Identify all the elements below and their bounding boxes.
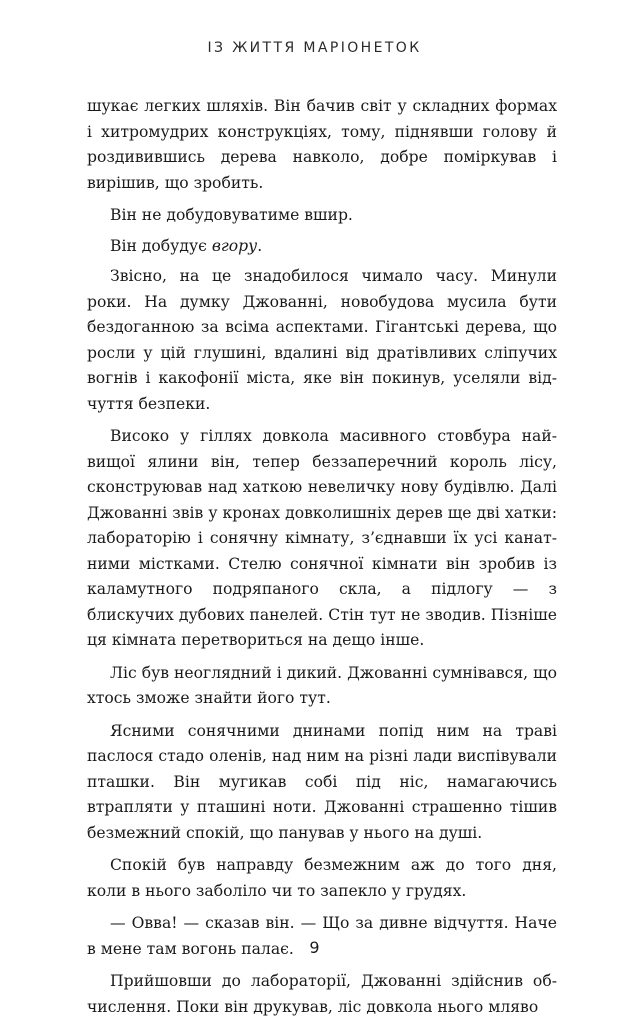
paragraph-italic-line bbox=[87, 234, 557, 260]
page-body bbox=[87, 94, 557, 1027]
paragraph: Звісно, на це знадобилося чимало часу. Минули роки. На думку Джованні, новобудова мусила бути бездоганною за всіма аспектами. Гігантські дерева, що росли у цій глушині, вдалині від дратівливих сліпучих вогнів і какофонії міста, яке він покинув, уселяли відчуття безпеки. bbox=[87, 267, 557, 413]
paragraph: — Овва! — сказав він. — Що за дивне відчуття. Наче в мене там вогонь палає. bbox=[87, 914, 557, 958]
paragraph: Він не добудовуватиме вшир. bbox=[110, 206, 353, 224]
paragraph: шукає легких шляхів. Він бачив світ у складних формах і хитромудрих конструкціях, тому, піднявши голову й роздивившись дерева навколо, добре поміркував і вирішив, що зробить. bbox=[87, 97, 557, 192]
paragraph: Високо у гіллях довкола масивного стовбура найвищої ялини він, тепер беззаперечний король лісу, сконструював над хаткою невеличку нову будівлю. Далі Джованні звів у кронах довколишніх дерев ще дві хатки: лабораторію і сонячну кімнату, з’єднавши їх усі канатними містками. Стелю сонячної кімнати він зробив із каламутного подряпаного скла, а підлогу — з блискучих дубових панелей. Стін тут не зводив. Пізніше ця кімната перетвориться на дещо інше. bbox=[87, 427, 557, 649]
page-number: 9 bbox=[309, 938, 320, 957]
italic-line-suffix: . bbox=[257, 236, 263, 255]
running-header: ІЗ ЖИТТЯ МАРІОНЕТОК bbox=[207, 40, 422, 56]
paragraph: Ліс був неоглядний і дикий. Джованні сумнівався, що хтось зможе знайти його тут. bbox=[87, 663, 557, 707]
paragraph: Спокій був направду безмежним аж до того дня, коли в нього заболіло чи то запекло у грудях. bbox=[87, 856, 557, 900]
paragraph: Прийшовши до лабораторії, Джованні здійснив обчислення. Поки він друкував, ліс довкола нього мляво bbox=[87, 972, 557, 1016]
paragraph: Ясними сонячними днинами попід ним на траві паслося стадо оленів, над ним на різні лади виспівували пташки. Він мугикав собі під ніс, намагаючись втрапляти у пташині ноти. Джованні страшенно тішив безмежний спокій, що панував у нього на душі. bbox=[87, 721, 557, 842]
italic-emphasis: вгору bbox=[211, 236, 258, 255]
italic-line-prefix: Він добудує bbox=[110, 236, 212, 255]
